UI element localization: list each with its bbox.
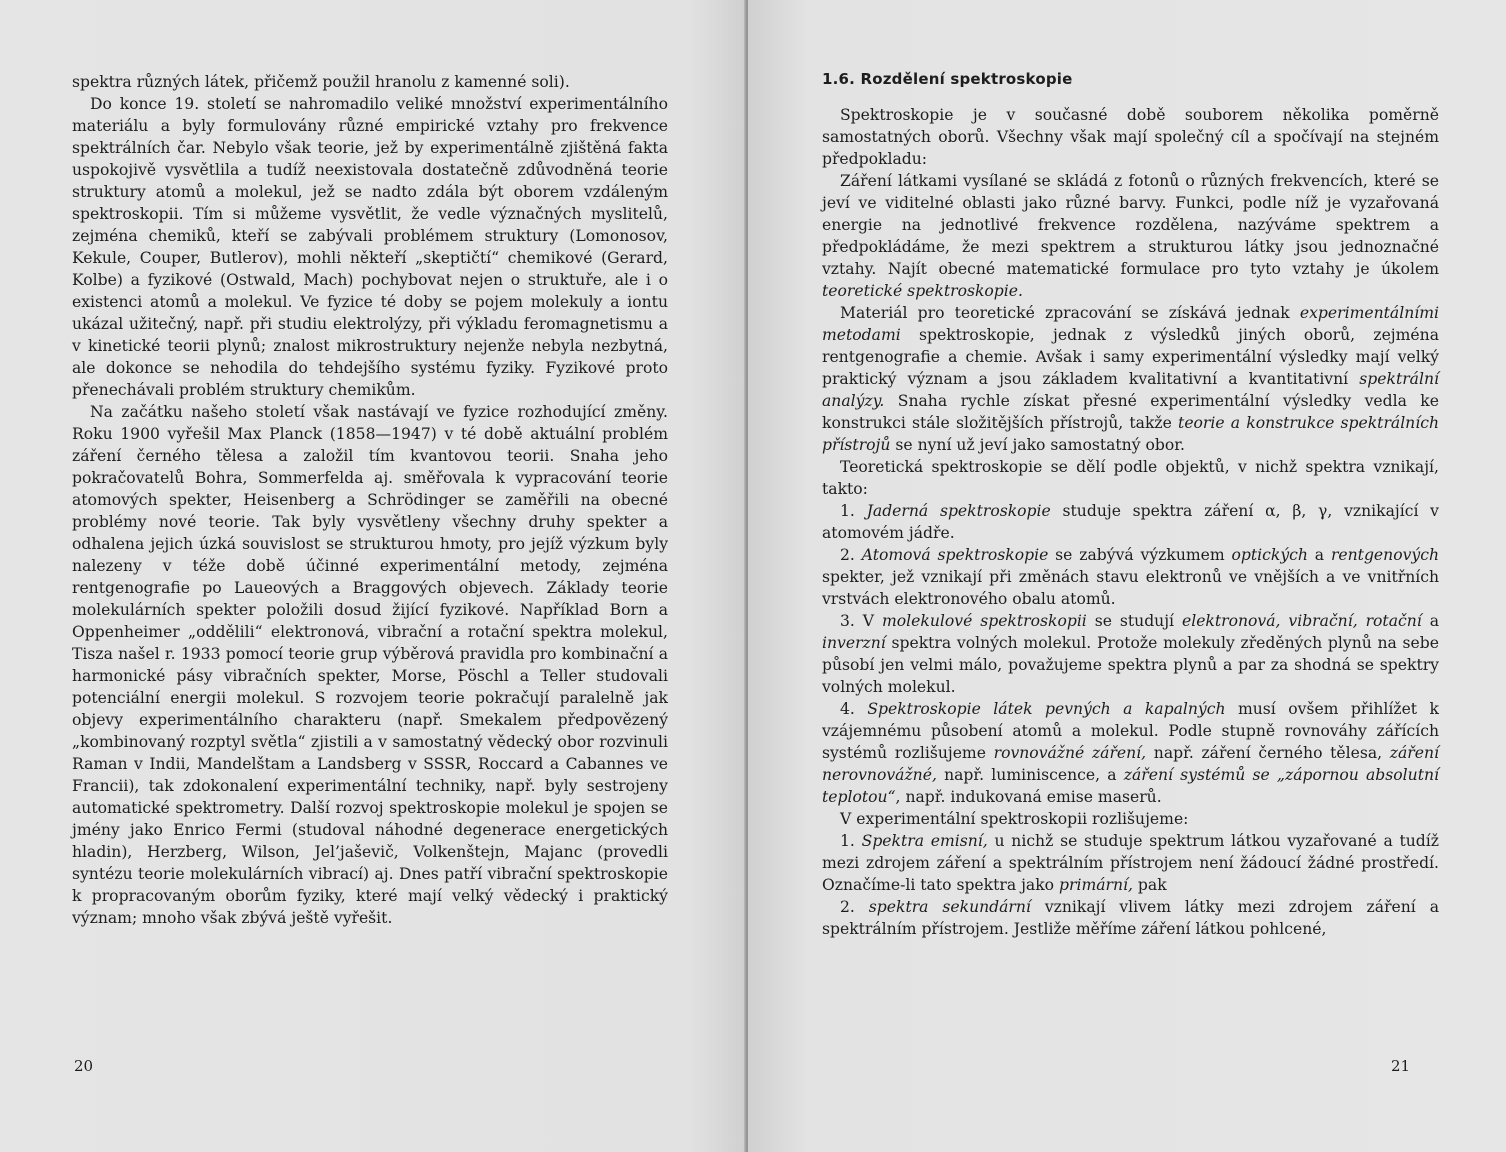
paragraph: spektra různých látek, přičemž použil hranolu z kamenné soli).	[72, 73, 570, 91]
paragraph: V experimentální spektroskopii rozlišujeme:	[840, 810, 1189, 828]
left-page	[0, 0, 748, 1152]
paragraph: Záření látkami vysílané se skládá z fotonů o různých frekvencích, které se jeví ve viditelné oblasti jako různé barvy. Funkci, podle níž je vyzařovaná energie na jednotlivé frekvence rozdělena, nazýváme spektrem a předpokládáme, že mezi spektrem a strukturou látky jsou jednoznačné vztahy. Najít obecné matematické formulace pro tyto vztahy je úkolem teoretické spektroskopie.	[822, 172, 1439, 300]
paragraph: Materiál pro teoretické zpracování se získává jednak experimentálními metodami spektroskopie, jednak z výsledků jiných oborů, zejména rentgenografie a chemie. Avšak i samy experimentální výsledky mají velký praktický význam a jsou základem kvalitativní a kvantitativní spektrální analýzy. Snaha rychle získat přesné experimentální výsledky vedla ke konstrukci stále složitějších přístrojů, takže teorie a konstrukce spektrálních přístrojů se nyní už jeví jako samostatný obor.	[822, 304, 1439, 454]
list-item: 1. Jaderná spektroskopie studuje spektra záření α, β, γ, vznikající v atomovém jádře.	[822, 502, 1439, 542]
right-page-text	[822, 104, 1439, 940]
list-item: 2. spektra sekundární vznikají vlivem látky mezi zdrojem záření a spektrálním přístrojem. Jestliže měříme záření látkou pohlcené,	[822, 898, 1439, 938]
list-item: 4. Spektroskopie látek pevných a kapalných musí ovšem přihlížet k vzájemnému působení atomů a molekul. Podle stupně rovnováhy zářících systémů rozlišujeme rovnovážné záření, např. záření černého tělesa, záření nerovnovážné, např. luminiscence, a záření systémů se „zápornou absolutní teplotou“, např. indukovaná emise maserů.	[822, 700, 1439, 806]
left-page-text	[72, 71, 668, 929]
paragraph: Spektroskopie je v současné době souborem několika poměrně samostatných oborů. Všechny však mají společný cíl a spočívají na stejném předpokladu:	[822, 106, 1439, 168]
page-number: 20	[74, 1057, 94, 1075]
list-item: 3. V molekulové spektroskopii se studují elektronová, vibrační, rotační a inverzní spektra volných molekul. Protože molekuly zředěných plynů na sebe působí jen velmi málo, považujeme spektra plynů a par za shodná se spektry volných molekul.	[822, 612, 1439, 696]
page-number: 21	[1391, 1057, 1411, 1075]
right-page	[748, 0, 1506, 1152]
paragraph: Do konce 19. století se nahromadilo veliké množství experimentálního materiálu a byly formulovány různé empirické vztahy pro frekvence spektrálních čar. Nebylo však teorie, jež by experimentálně zjištěná fakta uspokojivě vysvětlila a tudíž neexistovala dostatečně zdůvodněná teorie struktury atomů a molekul, jež se nadto zdála být oborem vzdáleným spektroskopii. Tím si můžeme vysvětlit, že vedle význačných myslitelů, zejména chemiků, kteří se zabývali problémem struktury (Lomonosov, Kekule, Couper, Butlerov), mohli někteří „skeptičtí“ chemikové (Gerard, Kolbe) a fyzikové (Ostwald, Mach) pochybovat nejen o struktuře, ale i o existenci atomů a molekul. Ve fyzice té doby se pojem molekuly a iontu ukázal užitečný, např. při studiu elektrolýzy, při výkladu feromagnetismu a v kinetické teorii plynů; znalost mikrostruktury nejenže nebyla nezbytná, ale dokonce se nehodila do tehdejšího systému fyziky. Fyzikové proto přenechávali problém struktury chemikům.	[72, 95, 668, 399]
paragraph: Na začátku našeho století však nastávají ve fyzice rozhodující změny. Roku 1900 vyřešil Max Planck (1858—1947) v té době aktuální problém záření černého tělesa a založil tím kvantovou teorii. Snaha jeho pokračovatelů Bohra, Sommerfelda aj. směřovala k vypracování teorie atomových spekter, Heisenberg a Schrödinger se zaměřili na obecné problémy nové teorie. Tak byly vysvětleny všechny druhy spekter a odhalena jejich úzká souvislost se strukturou hmoty, pro jejíž výzkum byly nalezeny v téže době účinné experimentální metody, zejména rentgenografie po Laueových a Braggových objevech. Základy teorie molekulárních spekter položili dosud žijící fyzikové. Například Born a Oppenheimer „oddělili“ elektronová, vibrační a rotační spektra molekul, Tisza našel r. 1933 pomocí teorie grup výběrová pravidla pro kombinační a harmonické pásy vibračních spekter, Morse, Pöschl a Teller studovali potenciální energii molekul. S rozvojem teorie pokračují paralelně jak objevy experimentálního charakteru (např. Smekalem předpovězený „kombinovaný rozptyl světla“ zjistili a v samostatný vědecký obor rozvinuli Raman v Indii, Mandelštam a Landsberg v SSSR, Roccard a Cabannes ve Francii), tak zdokonalení experimentální techniky, např. byly sestrojeny automatické spektrometry. Další rozvoj spektroskopie molekul je spojen se jmény jako Enrico Fermi (studoval náhodné degenerace energetických hladin), Herzberg, Wilson, Jel’jaševič, Volkenštejn, Majanc (provedli syntézu teorie molekulárních vibrací) aj. Dnes patří vibrační spektroskopie k propracovaným oborům fyziky, které mají velký vědecký i praktický význam; mnoho však zbývá ještě vyřešit.	[72, 403, 668, 927]
list-item: 1. Spektra emisní, u nichž se studuje spektrum látkou vyzařované a tudíž mezi zdrojem záření a spektrálním přístrojem není žádoucí žádné prostředí. Označíme-li tato spektra jako primární, pak	[822, 832, 1439, 894]
list-item: 2. Atomová spektroskopie se zabývá výzkumem optických a rentgenových spekter, jež vznikají při změnách stavu elektronů ve vnějších a ve vnitřních vrstvách elektronového obalu atomů.	[822, 546, 1439, 608]
paragraph: Teoretická spektroskopie se dělí podle objektů, v nichž spektra vznikají, takto:	[822, 458, 1439, 498]
section-heading: 1.6. Rozdělení spektroskopie	[822, 70, 1073, 88]
